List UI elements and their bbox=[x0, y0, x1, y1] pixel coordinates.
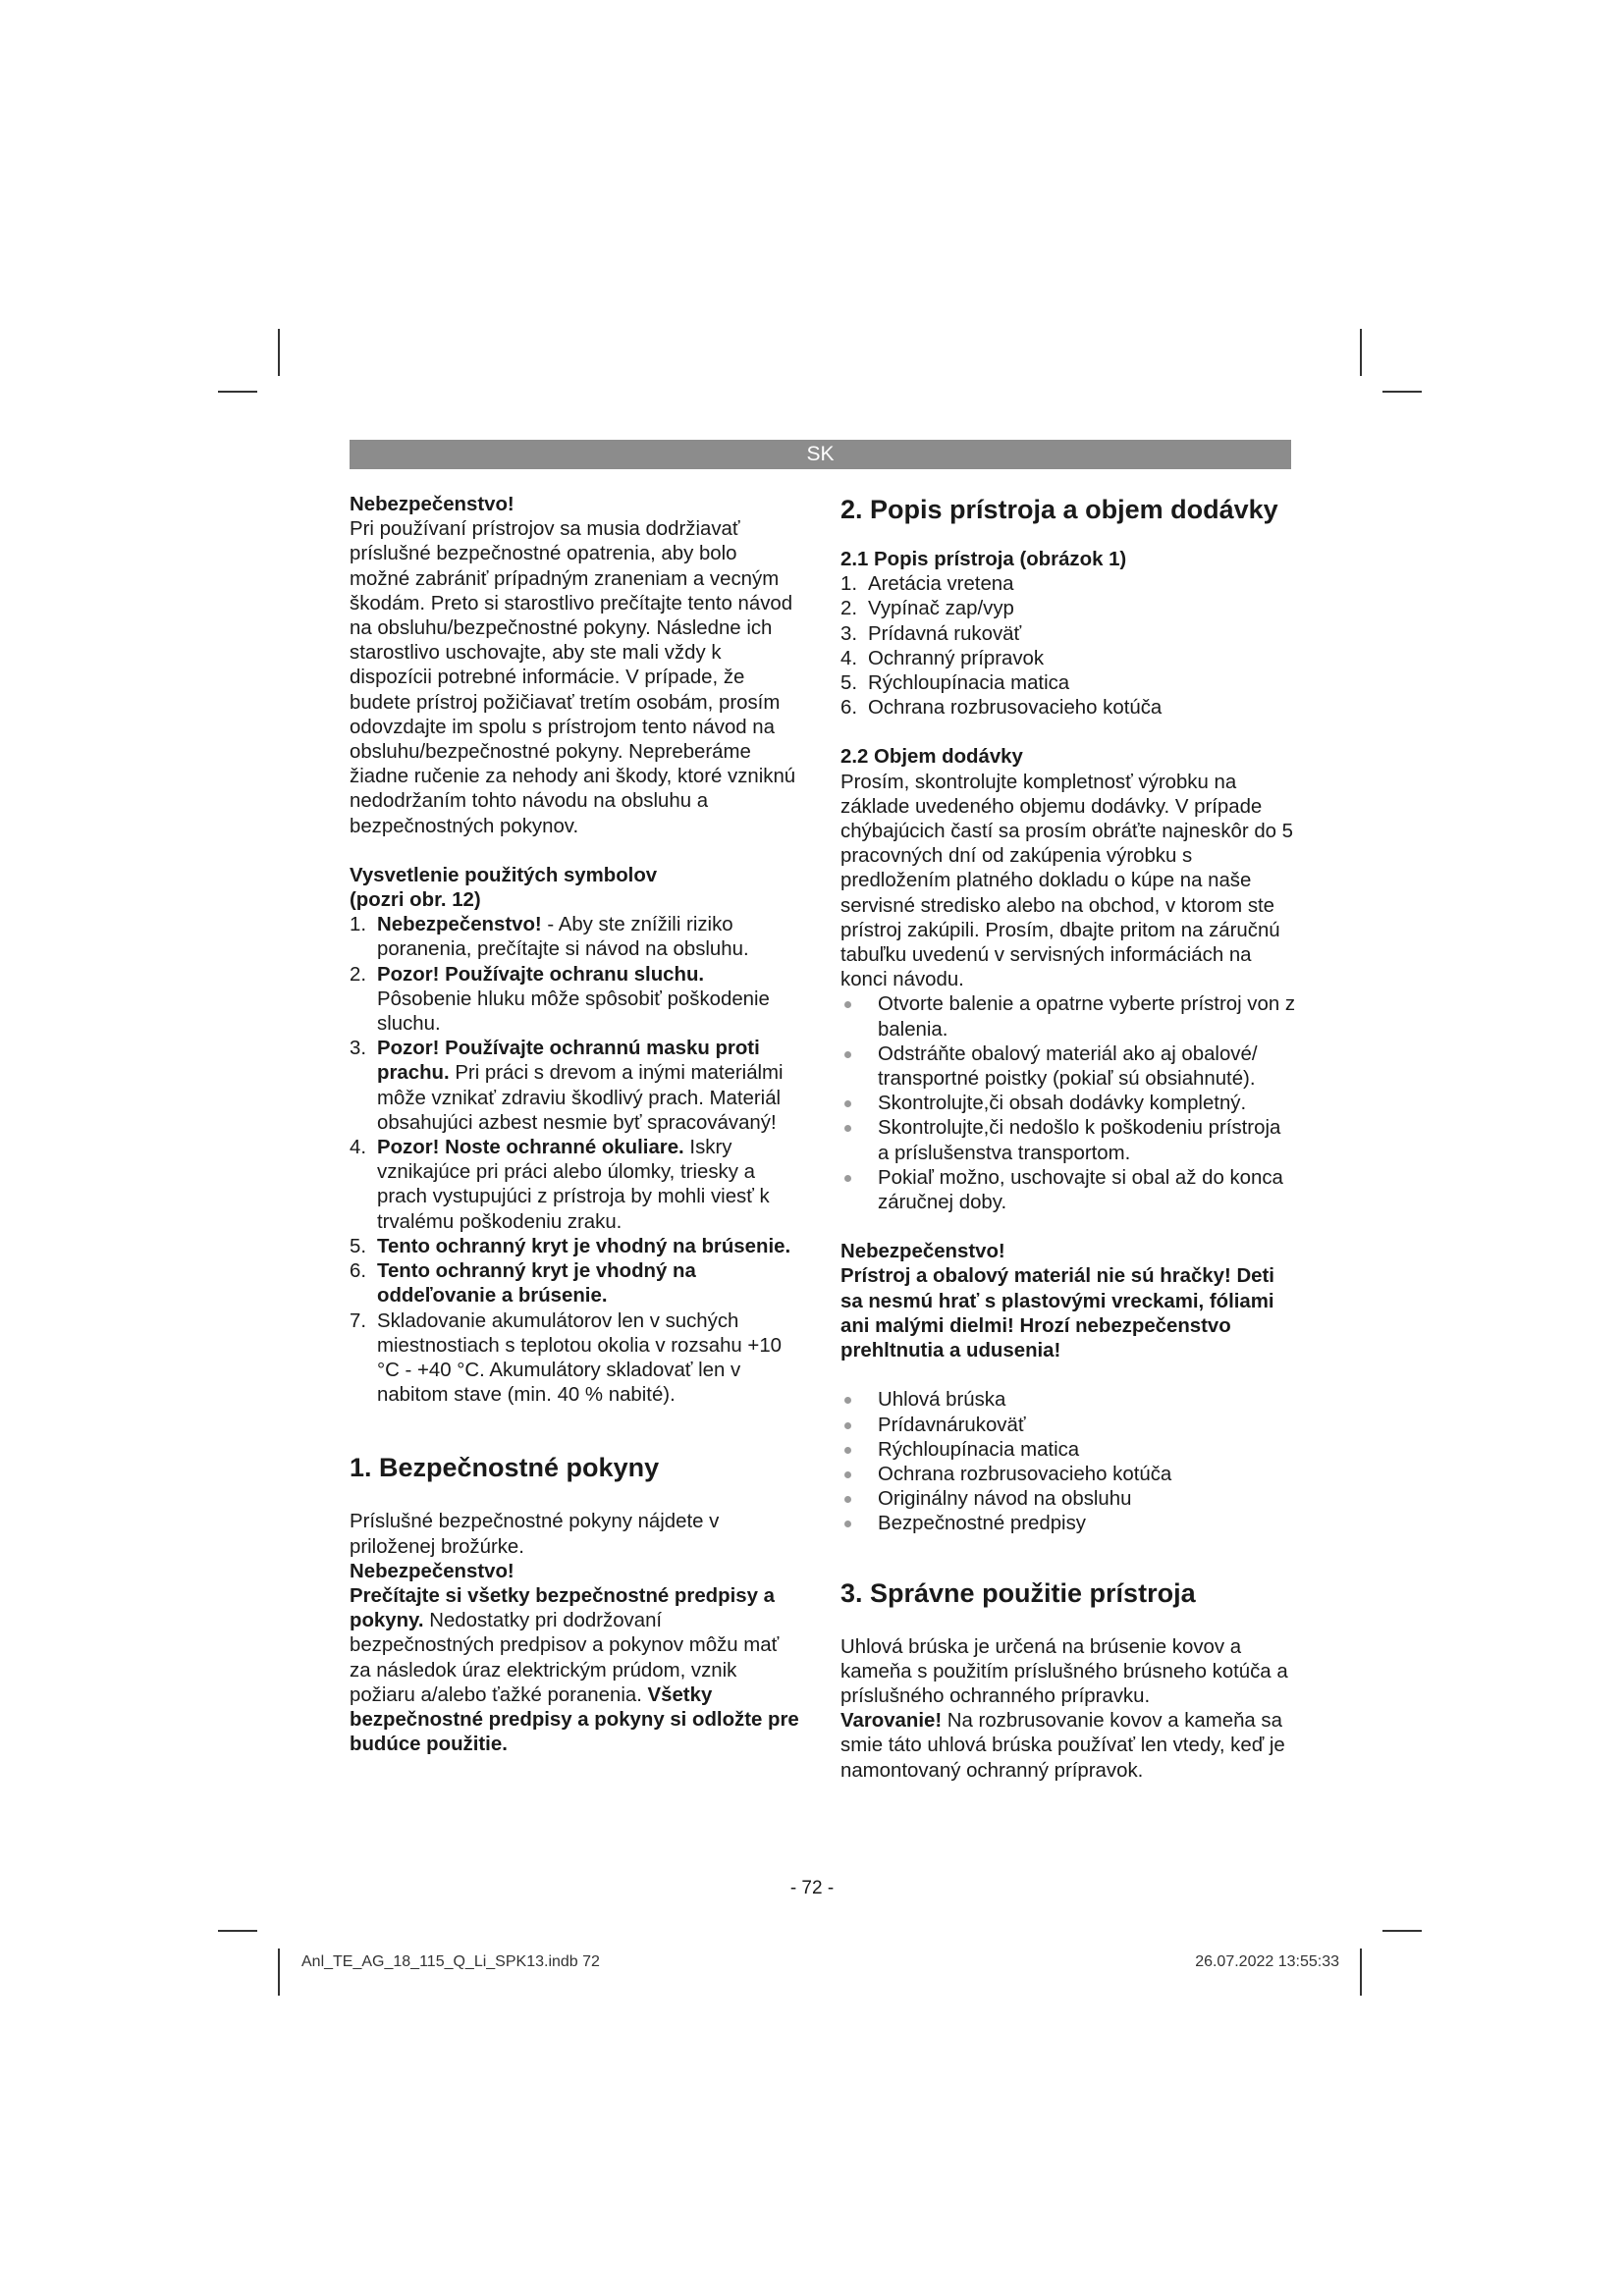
danger-text: Prístroj a obalový materiál nie sú hračky! Deti sa nesmú hrať s plastovými vreckami, fóliami ani malými dielmi! Hrozí nebezpečenstvo prehltnutia a udusenia! bbox=[840, 1265, 1274, 1362]
list-item: Odstráňte obalový materiál ako aj obalové/ transportné poistky (pokiaľ sú obsiahnuté). bbox=[840, 1042, 1297, 1092]
list-item: 5. Rýchloupínacia matica bbox=[840, 672, 1070, 695]
list-item: 2. Vypínač zap/vyp bbox=[840, 598, 1014, 620]
list-item: Pokiaľ možno, uschovajte si obal až do konca záručnej doby. bbox=[840, 1166, 1297, 1215]
list-item: 7. Skladovanie akumulátorov len v suchých miestnostiach s teplotou okolia v rozsahu +10 °C - +40 °C. Akumulátory skladovať len v nabitom stave (min. 40 % nabité). bbox=[350, 1309, 783, 1407]
subsection-2-1-title: 2.1 Popis prístroja (obrázok 1) bbox=[840, 549, 1127, 570]
crop-mark bbox=[278, 1949, 280, 1996]
section-3-text: Uhlová brúska je určená na brúsenie kovov a kameňa s použitím príslušného brúsneho kotúča a príslušného ochranného prípravku. bbox=[840, 1635, 1288, 1707]
danger-title: Nebezpečenstvo! bbox=[350, 494, 514, 515]
crop-mark bbox=[1360, 1949, 1362, 1996]
list-item: 4. Pozor! Noste ochranné okuliare. Iskry vznikajúce pri práci alebo úlomky, triesky a prach vystupujúci z prístroja by mohli viesť k trvalému poškodeniu zraku. bbox=[350, 1137, 770, 1233]
list-item: Skontrolujte,či obsah dodávky kompletný. bbox=[840, 1092, 1297, 1116]
crop-mark bbox=[1382, 391, 1422, 393]
page-number: - 72 - bbox=[789, 1878, 835, 1898]
list-item: 1. Aretácia vretena bbox=[840, 573, 1014, 596]
list-item: Originálny návod na obsluhu bbox=[840, 1487, 1297, 1512]
footer-timestamp: 26.07.2022 13:55:33 bbox=[1195, 1953, 1339, 1970]
crop-mark bbox=[1360, 329, 1362, 376]
list-item: Uhlová brúska bbox=[840, 1388, 1297, 1413]
list-item: 6. Tento ochranný kryt je vhodný na oddeľovanie a brúsenie. bbox=[350, 1260, 696, 1308]
list-item: Bezpečnostné predpisy bbox=[840, 1512, 1297, 1536]
delivery-contents bbox=[840, 1388, 1297, 1536]
list-item: Ochrana rozbrusovacieho kotúča bbox=[840, 1463, 1297, 1487]
list-item: 3. Pozor! Používajte ochrannú masku proti prachu. Pri práci s drevom a inými materiálmi môže vznikať zdraviu škodlivý prach. Materiál obsahujúci azbest nesmie byť spracovávaný! bbox=[350, 1038, 784, 1134]
symbols-reference: (pozri obr. 12) bbox=[350, 889, 481, 912]
list-item: Prídavnárukoväť bbox=[840, 1414, 1297, 1438]
parts-list bbox=[840, 572, 1297, 721]
list-item: Otvorte balenie a opatrne vyberte prístroj von z balenia. bbox=[840, 992, 1297, 1041]
symbols-title: Vysvetlenie použitých symbolov bbox=[350, 864, 658, 886]
crop-mark bbox=[1382, 1930, 1422, 1932]
list-item: 2. Pozor! Používajte ochranu sluchu. Pôsobenie hluku môže spôsobiť poškodenie sluchu. bbox=[350, 963, 770, 1036]
language-code: SK bbox=[806, 443, 835, 465]
list-item: 3. Prídavná rukoväť bbox=[840, 622, 1022, 645]
crop-mark bbox=[218, 391, 257, 393]
crop-mark bbox=[278, 329, 280, 376]
left-column bbox=[350, 493, 799, 1757]
unpacking-steps bbox=[840, 992, 1297, 1215]
subsection-2-2-text: Prosím, skontrolujte kompletnosť výrobku na základe uvedeného objemu dodávky. V prípade chýbajúcich častí sa prosím obráťte najneskôr do 5 pracovných dní od zakúpenia výrobku s predložením platného dokladu o kúpe na naše servisné stredisko alebo na obchod, v ktorom ste prístroj zakúpili. Prosím, dbajte pritom na záručnú tabuľku uvedenú v servisných informáciách na konci návodu. bbox=[840, 771, 1294, 991]
crop-mark bbox=[218, 1930, 257, 1932]
language-bar bbox=[350, 440, 1291, 469]
right-column bbox=[840, 493, 1297, 1784]
list-item: 5. Tento ochranný kryt je vhodný na brúsenie. bbox=[350, 1235, 791, 1257]
section-1-text: Prečítajte si všetky bezpečnostné predpisy a pokyny. Nedostatky pri dodržovaní bezpečnostných predpisov a pokynov môžu mať za následok úraz elektrickým prúdom, vznik požiaru a/alebo ťažké poranenia. Všetky bezpečnostné predpisy a pokyny si odložte pre budúce použitie. bbox=[350, 1584, 799, 1756]
list-item: Rýchloupínacia matica bbox=[840, 1438, 1297, 1463]
danger-text: Pri používaní prístrojov sa musia dodržiavať príslušné bezpečnostné opatrenia, aby bolo možné zabrániť prípadným zraneniam a vecným škodám. Preto si starostlivo prečítajte tento návod na obsluhu/bezpečnostné pokyny. Následne ich starostlivo uschovajte, aby ste mali vždy k dispozícii potrebné informácie. V prípade, že budete prístroj požičiavať tretím osobám, prosím odovzdajte im spolu s prístrojom tento návod na obsluhu/bezpečnostné pokyny. Nepreberáme žiadne ručenie za nehody ani škody, ktoré vzniknú nedodržaním tohto návodu na obsluhu a bezpečnostných pokynov. bbox=[350, 518, 796, 837]
section-3-title: 3. Správne použitie prístroja bbox=[840, 1577, 1196, 1608]
danger-title: Nebezpečenstvo! bbox=[840, 1241, 1005, 1263]
section-1-intro: Príslušné bezpečnostné pokyny nájdete v priloženej brožúrke. bbox=[350, 1511, 720, 1558]
section-3-warning: Varovanie! Na rozbrusovanie kovov a kameňa sa smie táto uhlová brúska používať len vtedy, keď je namontovaný ochranný prípravok. bbox=[840, 1710, 1285, 1782]
list-item: 4. Ochranný prípravok bbox=[840, 647, 1045, 669]
list-item: Skontrolujte,či nedošlo k poškodeniu prístroja a príslušenstva transportom. bbox=[840, 1116, 1297, 1165]
list-item: 1. Nebezpečenstvo! - Aby ste znížili riziko poranenia, prečítajte si návod na obsluhu. bbox=[350, 914, 749, 961]
subsection-2-2-title: 2.2 Objem dodávky bbox=[840, 746, 1023, 769]
list-item: 6. Ochrana rozbrusovacieho kotúča bbox=[840, 697, 1163, 720]
symbols-list bbox=[350, 913, 799, 1408]
footer-file: Anl_TE_AG_18_115_Q_Li_SPK13.indb 72 bbox=[301, 1953, 600, 1970]
section-1-title: 1. Bezpečnostné pokyny bbox=[350, 1453, 660, 1483]
section-1-danger: Nebezpečenstvo! bbox=[350, 1560, 514, 1582]
section-2-title: 2. Popis prístroja a objem dodávky bbox=[840, 495, 1278, 524]
